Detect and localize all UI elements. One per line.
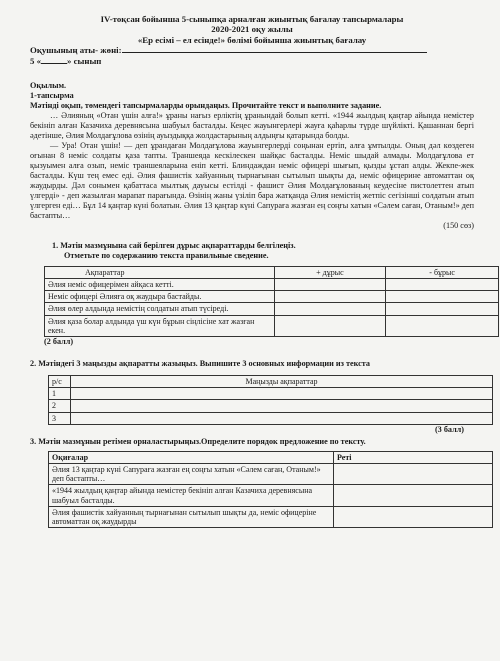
- table-row: [45, 279, 499, 291]
- col-important-info: Маңызды ақпараттар: [71, 376, 493, 388]
- true-answer-cell[interactable]: [274, 291, 386, 303]
- false-answer-cell[interactable]: [386, 279, 499, 291]
- col-number: р/с: [49, 376, 71, 388]
- col-false: - бұрыс: [386, 266, 499, 278]
- table-header-row: [45, 266, 499, 278]
- order-answer-cell[interactable]: [334, 506, 493, 527]
- question-2-table: [48, 375, 493, 425]
- student-name-line: [30, 45, 474, 55]
- true-answer-cell[interactable]: [274, 303, 386, 315]
- class-line: [30, 56, 474, 66]
- class-prefix: 5 «: [30, 55, 41, 66]
- question-3-table: [48, 451, 493, 528]
- table-row: [49, 412, 493, 424]
- answer-cell[interactable]: [71, 388, 493, 400]
- answer-cell[interactable]: [71, 400, 493, 412]
- header-section-title: «Ер есімі – ел есінде!» бөлімі бойынша жиынтық бағалау: [137, 34, 367, 45]
- student-name-field[interactable]: [122, 52, 427, 53]
- row-number: 2: [49, 400, 71, 412]
- table-row: [49, 400, 493, 412]
- question-1-title-kz: Мәтін мазмұнына сай берілген дұрыс ақпараттарды белгілеңіз.: [60, 240, 296, 250]
- question-1-number: 1.: [52, 240, 59, 250]
- table-row: [49, 485, 493, 506]
- table-header-row: [49, 451, 493, 463]
- row-number: 3: [49, 412, 71, 424]
- statement-cell: Әлия қаза болар алдында үш күн бұрын сіңлісіне хат жазған екен.: [45, 315, 275, 336]
- table-row: [49, 463, 493, 484]
- task1-heading: 1-тапсырма: [30, 90, 74, 100]
- answer-cell[interactable]: [71, 412, 493, 424]
- false-answer-cell[interactable]: [386, 315, 499, 336]
- event-cell: Әлия фашистік хайуанның тырнағынан сытылып шықты да, неміс офицеріне автоматтан оқ жаудырды: [49, 506, 334, 527]
- question-1-score: (2 балл): [44, 337, 74, 346]
- task1-instruction: Мәтінді оқып, төмендегі тапсырмаларды орындаңыз. Прочитайте текст и выполните задание.: [30, 100, 382, 110]
- col-events: Оқиғалар: [49, 451, 334, 463]
- question-1-table: [44, 266, 499, 337]
- col-true: + дұрыс: [274, 266, 386, 278]
- table-header-row: [49, 376, 493, 388]
- question-1-title: [30, 241, 474, 261]
- header-school-year: 2020-2021 оқу жылы: [211, 24, 293, 35]
- table-row: [49, 506, 493, 527]
- col-order: Реті: [334, 451, 493, 463]
- order-answer-cell[interactable]: [334, 463, 493, 484]
- event-cell: Әлия 13 қаңтар күні Сапураға жазған ең соңғы хатын «Сәлем саған, Отаным!» деп бастапты…: [49, 463, 334, 484]
- reading-heading: Оқылым.: [30, 80, 67, 90]
- table-row: [45, 303, 499, 315]
- col-info: Ақпараттар: [45, 266, 275, 278]
- class-letter-field[interactable]: [41, 63, 67, 64]
- false-answer-cell[interactable]: [386, 291, 499, 303]
- table-row: [45, 315, 499, 336]
- event-cell: «1944 жылдың қаңтар айында немістер бекініп алған Казачиха деревнясына шабуыл басталды.: [49, 485, 334, 506]
- question-3-title: 3. Мәтін мазмұнын ретімен орналастырыңыз.Определите порядок предложение по тексту.: [30, 436, 366, 446]
- true-answer-cell[interactable]: [274, 315, 386, 336]
- table-row: [45, 291, 499, 303]
- reading-text: [30, 111, 474, 221]
- false-answer-cell[interactable]: [386, 303, 499, 315]
- class-suffix: » сынып: [67, 55, 102, 66]
- statement-cell: Неміс офицері Әлияға оқ жаудыра бастайды.: [45, 291, 275, 303]
- statement-cell: Әлия өлер алдында немістің солдатын атып түсіреді.: [45, 303, 275, 315]
- question-1-title-ru: Отметьте по содержанию текста правильные сведение.: [64, 250, 269, 260]
- statement-cell: Әлия неміс офицерімен айқаса кетті.: [45, 279, 275, 291]
- question-2-score: (3 балл): [434, 424, 464, 434]
- document-header: [30, 14, 474, 66]
- row-number: 1: [49, 388, 71, 400]
- header-title: IV-тоқсан бойынша 5-сыныпқа арналған жиынтық бағалау тапсырмалары: [100, 14, 404, 24]
- reading-paragraph-2: — Ура! Отан үшін! — деп ұрандаған Молдағұлова жауынгерлерді соңынан ертіп, алға ұмтылды. Оның дәл көздеген оғынан 8 неміс солдаты қаза тапты. Траншеяда кескілескен шайқас басталды. Неміс шыдай алмады. Молдағұлова ет қызуымен алға озып, неміс траншеяларына еніп кетті. Блиндаждан неміс офицері шығып, қызды ұстап алды. Жекпе-жек басталды. Күш тең емес еді. Әлия фашистік хайуанның тырнағынан сытылып шықты да, неміс офицерине автоматтан оқ жаудырды. Дәл сонымен қабаттаса мылтық дауысы естілді - фашист Әлия Молдағұлованың кеудесіне пистолеттен атып үлгерді» - деп жазылған марапат парағында. Өзінің жаны үзіліп бара жатқанда Әлия немістің жетпіс сегізінші солдатын атып үлгерген еді… Бұл 14 қаңтар күні болатын. Әлия 13 қаңтар күні Сапураға жазған ең соңғы хатын «Сәлем саған, Отаным!» деп бастапты…: [30, 140, 474, 220]
- question-2-title: 2. Мәтіндегі 3 маңызды ақпаратты жазыңыз. Выпишите 3 основных информации из текста: [30, 359, 370, 368]
- word-count: (150 сөз): [443, 220, 474, 230]
- table-row: [49, 388, 493, 400]
- true-answer-cell[interactable]: [274, 279, 386, 291]
- student-name-label: Оқушының аты- жөні:: [30, 45, 122, 56]
- reading-paragraph-1: … Әлияның «Отан үшін алға!» ұраны нағыз ерліктің ұранындай болып кетті. «1944 жылдың қаңтар айында немістер бекініп алған Казачиха деревнясына шабуыл басталды. Кеңес жауынгерлері жауға қаһарлы түрде шүйлікті. Қашаннан бергі әдетінше, Әлия Молдағұлова өзінің ауыздыққа жолдастарының алдыңғы қатарында болды.: [30, 110, 474, 140]
- order-answer-cell[interactable]: [334, 485, 493, 506]
